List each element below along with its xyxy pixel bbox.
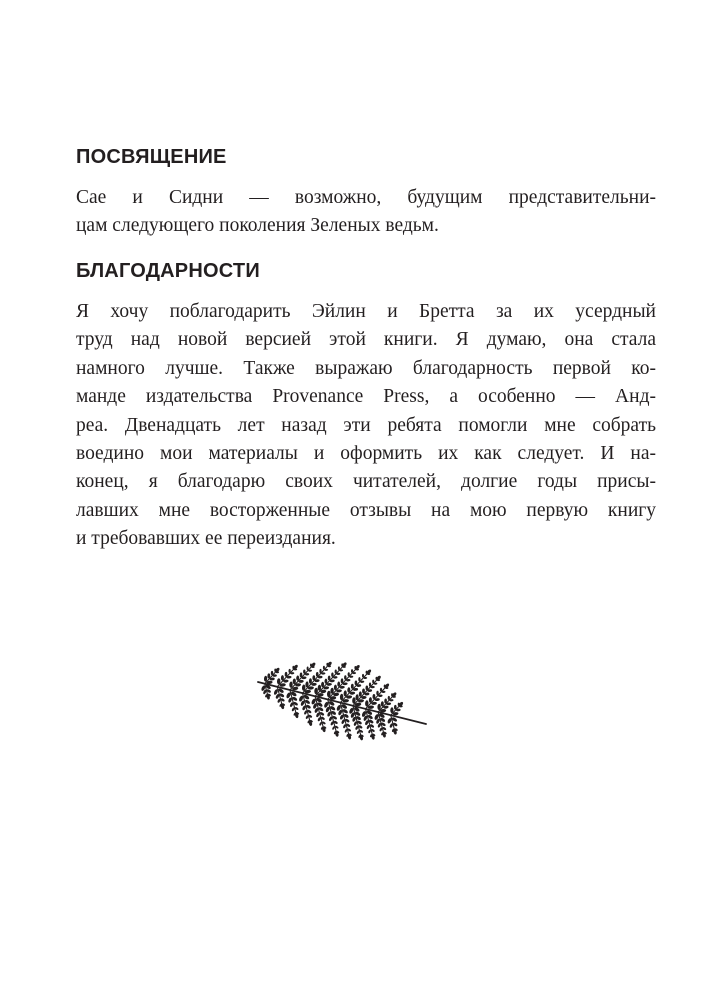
acknowledgments-line: и требовавших ее переиздания. (76, 528, 336, 550)
acknowledgments-heading: БЛАГОДАРНОСТИ (76, 260, 260, 282)
acknowledgments-line: конец, я благодарю своих читателей, долгие годы присы- (76, 471, 656, 493)
fern-leaf-icon (252, 652, 432, 768)
dedication-heading: ПОСВЯЩЕНИЕ (76, 146, 227, 168)
acknowledgments-paragraph (76, 298, 656, 554)
acknowledgments-line: воедино мои материалы и оформить их как следует. И на- (76, 443, 656, 465)
dedication-line: цам следующего поколения Зеленых ведьм. (76, 215, 439, 237)
acknowledgments-line: труд над новой версией этой книги. Я думаю, она стала (76, 329, 656, 351)
dedication-line: Сае и Сидни — возможно, будущим представительни- (76, 187, 656, 208)
dedication-paragraph (76, 184, 656, 241)
acknowledgments-line: Я хочу поблагодарить Эйлин и Бретта за их усердный (76, 301, 656, 322)
acknowledgments-line: намного лучше. Также выражаю благодарность первой ко- (76, 357, 656, 379)
acknowledgments-line: лавших мне восторженные отзывы на мою первую книгу (76, 499, 656, 521)
acknowledgments-line: манде издательства Provenance Press, а особенно — Анд- (76, 386, 656, 408)
acknowledgments-line: реа. Двенадцать лет назад эти ребята помогли мне собрать (76, 414, 656, 436)
